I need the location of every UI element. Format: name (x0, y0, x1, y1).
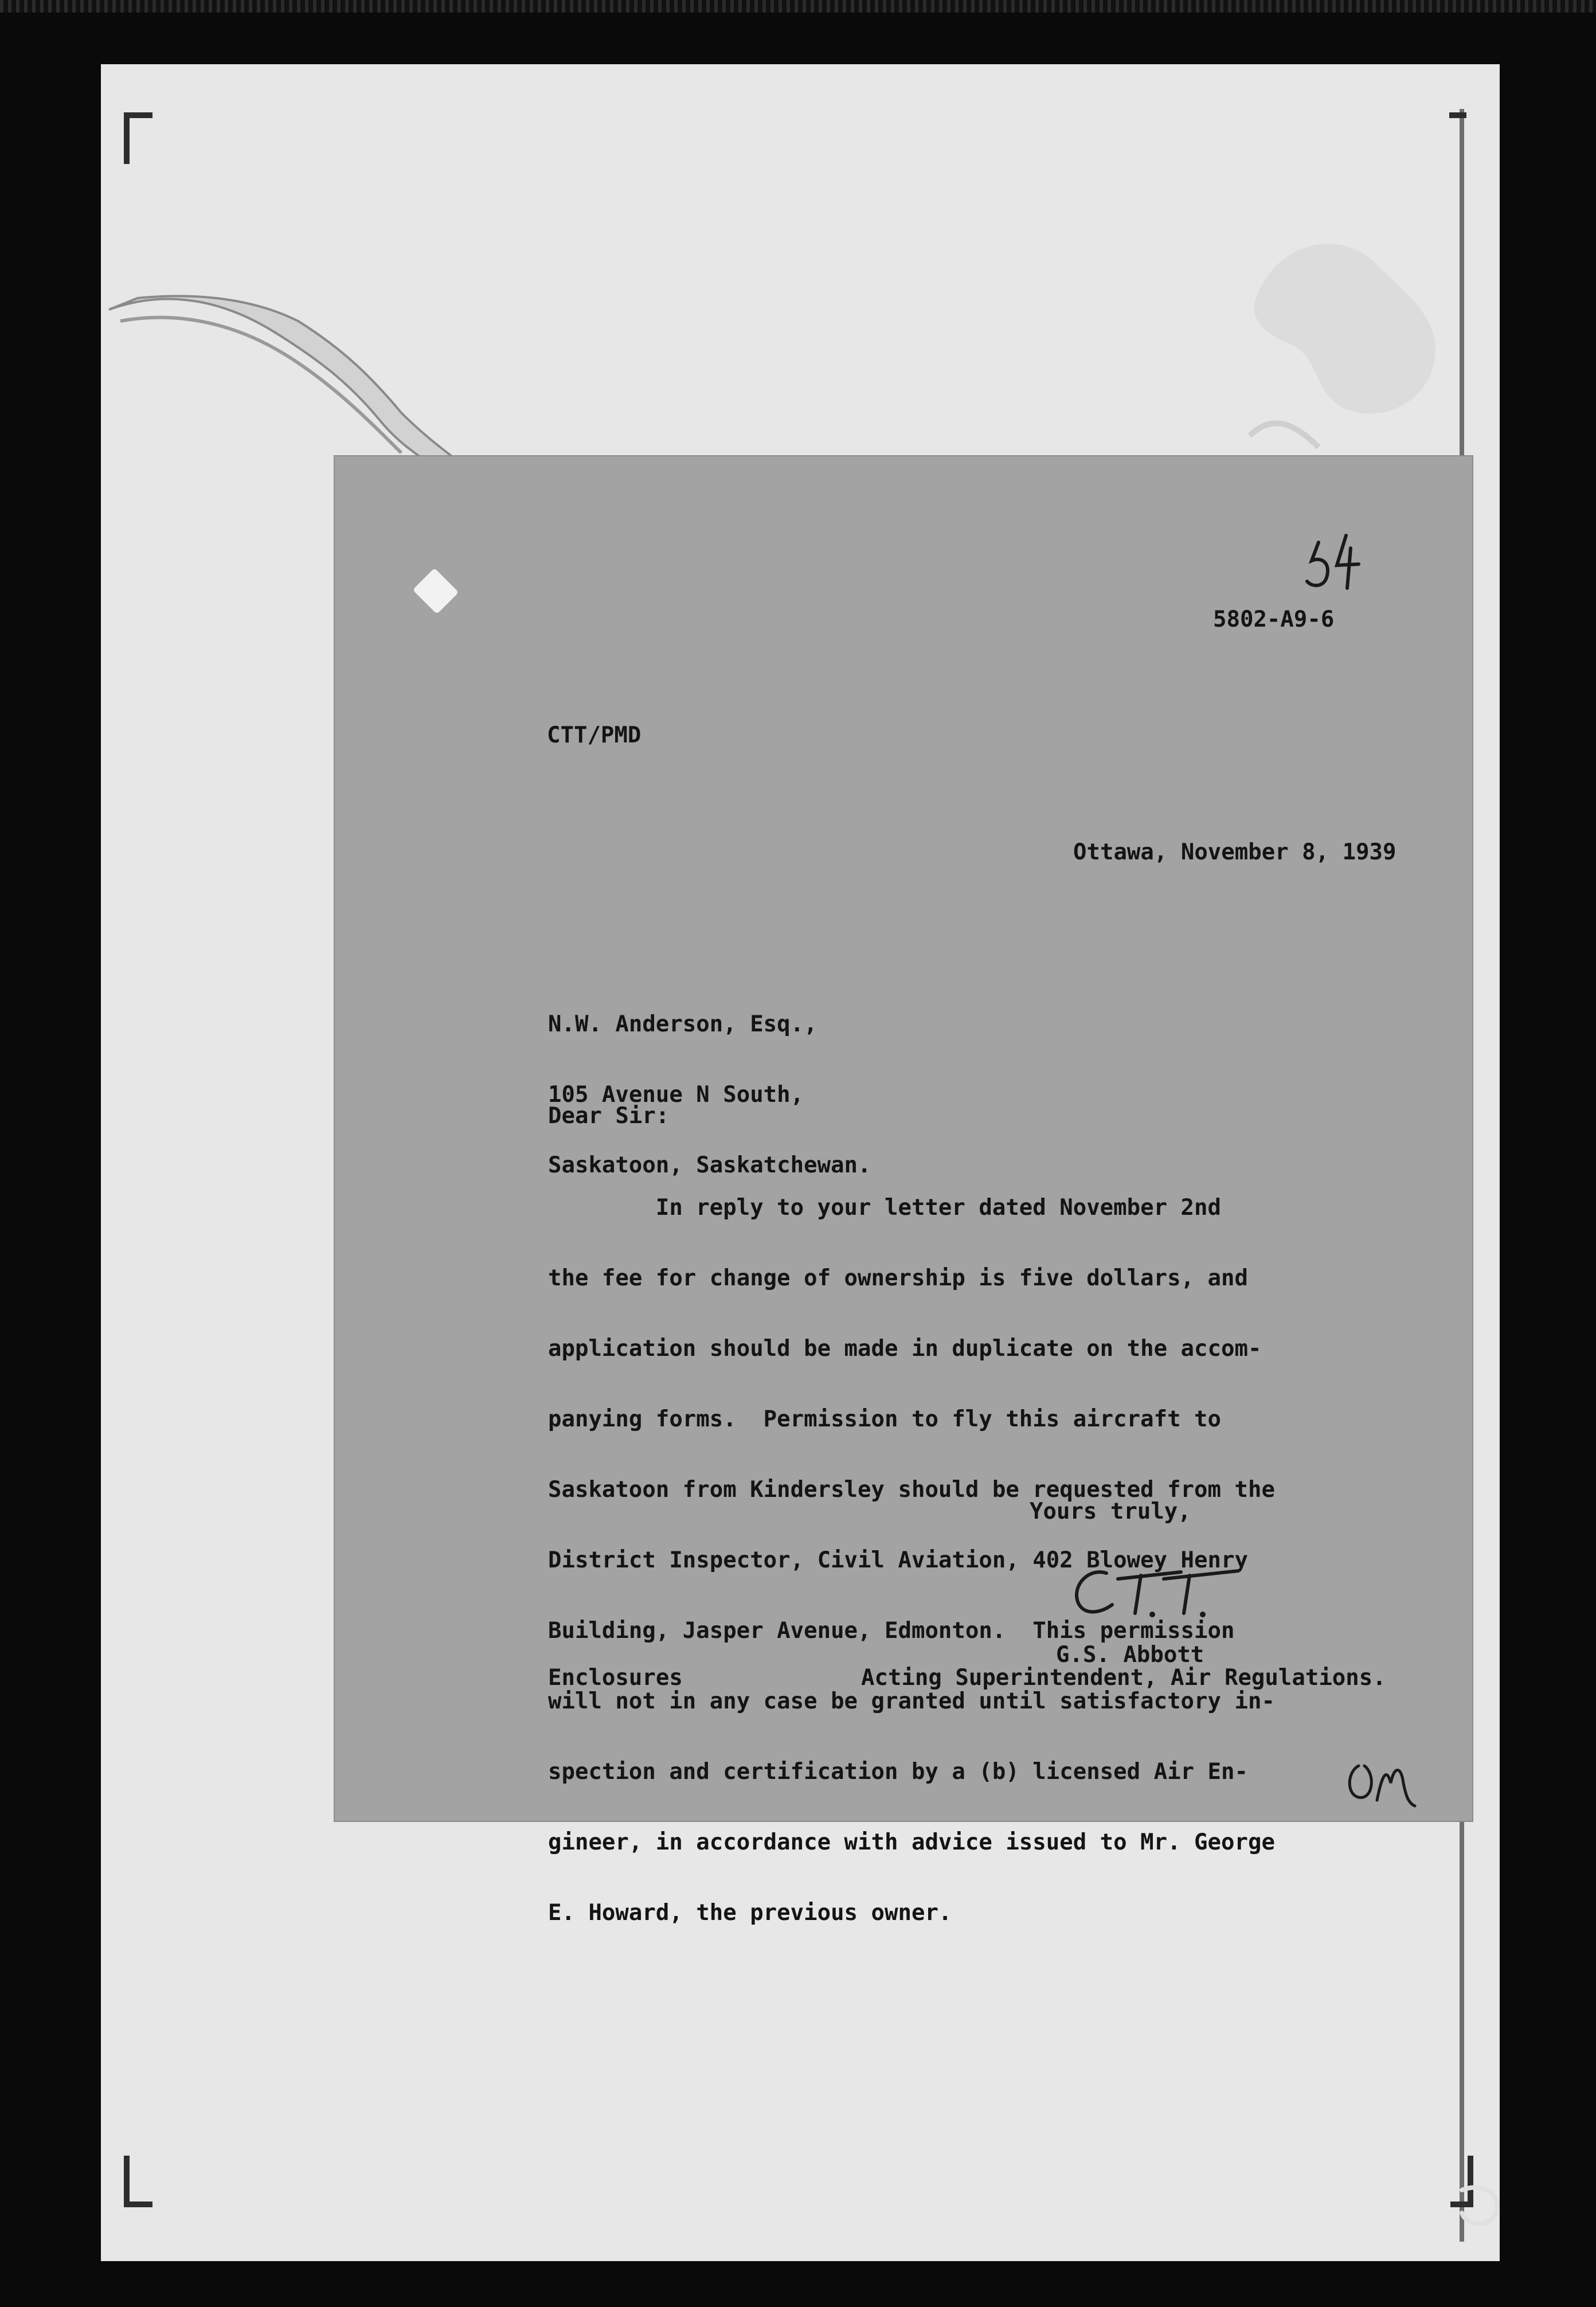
dictation-initials: CTT/PMD (547, 722, 641, 748)
crop-mark-bottom-left (124, 2156, 152, 2207)
paper-stain (1227, 218, 1456, 459)
body-line: In reply to your letter dated November 2nd (548, 1195, 1221, 1221)
recipient-name: N.W. Anderson, Esq., (548, 1011, 817, 1037)
body-line: District Inspector, Civil Aviation, 402 Blowey Henry (548, 1547, 1248, 1573)
date-line: Ottawa, November 8, 1939 (1073, 839, 1396, 865)
salutation: Dear Sir: (548, 1103, 670, 1129)
letter-body (548, 1149, 1275, 1948)
handwritten-initials (1341, 1749, 1422, 1812)
crop-mark-top-left (124, 112, 152, 164)
file-reference-number: 5802-A9-6 (1213, 607, 1335, 632)
body-line: Saskatoon from Kindersley should be requested from the (548, 1477, 1275, 1503)
signer-title: Acting Superintendent, Air Regulations. (861, 1665, 1386, 1691)
body-line: panying forms. Permission to fly this aircraft to (548, 1406, 1221, 1432)
body-line: will not in any case be granted until satisfactory in- (548, 1688, 1275, 1714)
body-line: spection and certification by a (b) licensed Air En- (548, 1759, 1248, 1785)
signer-name: G.S. Abbott (1056, 1642, 1204, 1668)
body-line: the fee for change of ownership is five dollars, and (548, 1265, 1248, 1291)
enclosures-label: Enclosures (548, 1665, 683, 1691)
recipient-street: 105 Avenue N South, (548, 1082, 804, 1108)
body-line: E. Howard, the previous owner. (548, 1900, 952, 1926)
recipient-city: Saskatoon, Saskatchewan. (548, 1152, 871, 1178)
handwritten-signature (1066, 1556, 1250, 1625)
complimentary-closing: Yours truly, (1030, 1499, 1191, 1524)
handwritten-page-number (1301, 531, 1364, 594)
film-reel-mark (1445, 2179, 1513, 2230)
crop-mark-top-right (1449, 112, 1466, 125)
film-edge-strip (0, 0, 1596, 13)
body-line: Building, Jasper Avenue, Edmonton. This permission (548, 1618, 1235, 1644)
body-line: application should be made in duplicate on the accom- (548, 1336, 1262, 1362)
body-line: gineer, in accordance with advice issued to Mr. George (548, 1829, 1275, 1855)
